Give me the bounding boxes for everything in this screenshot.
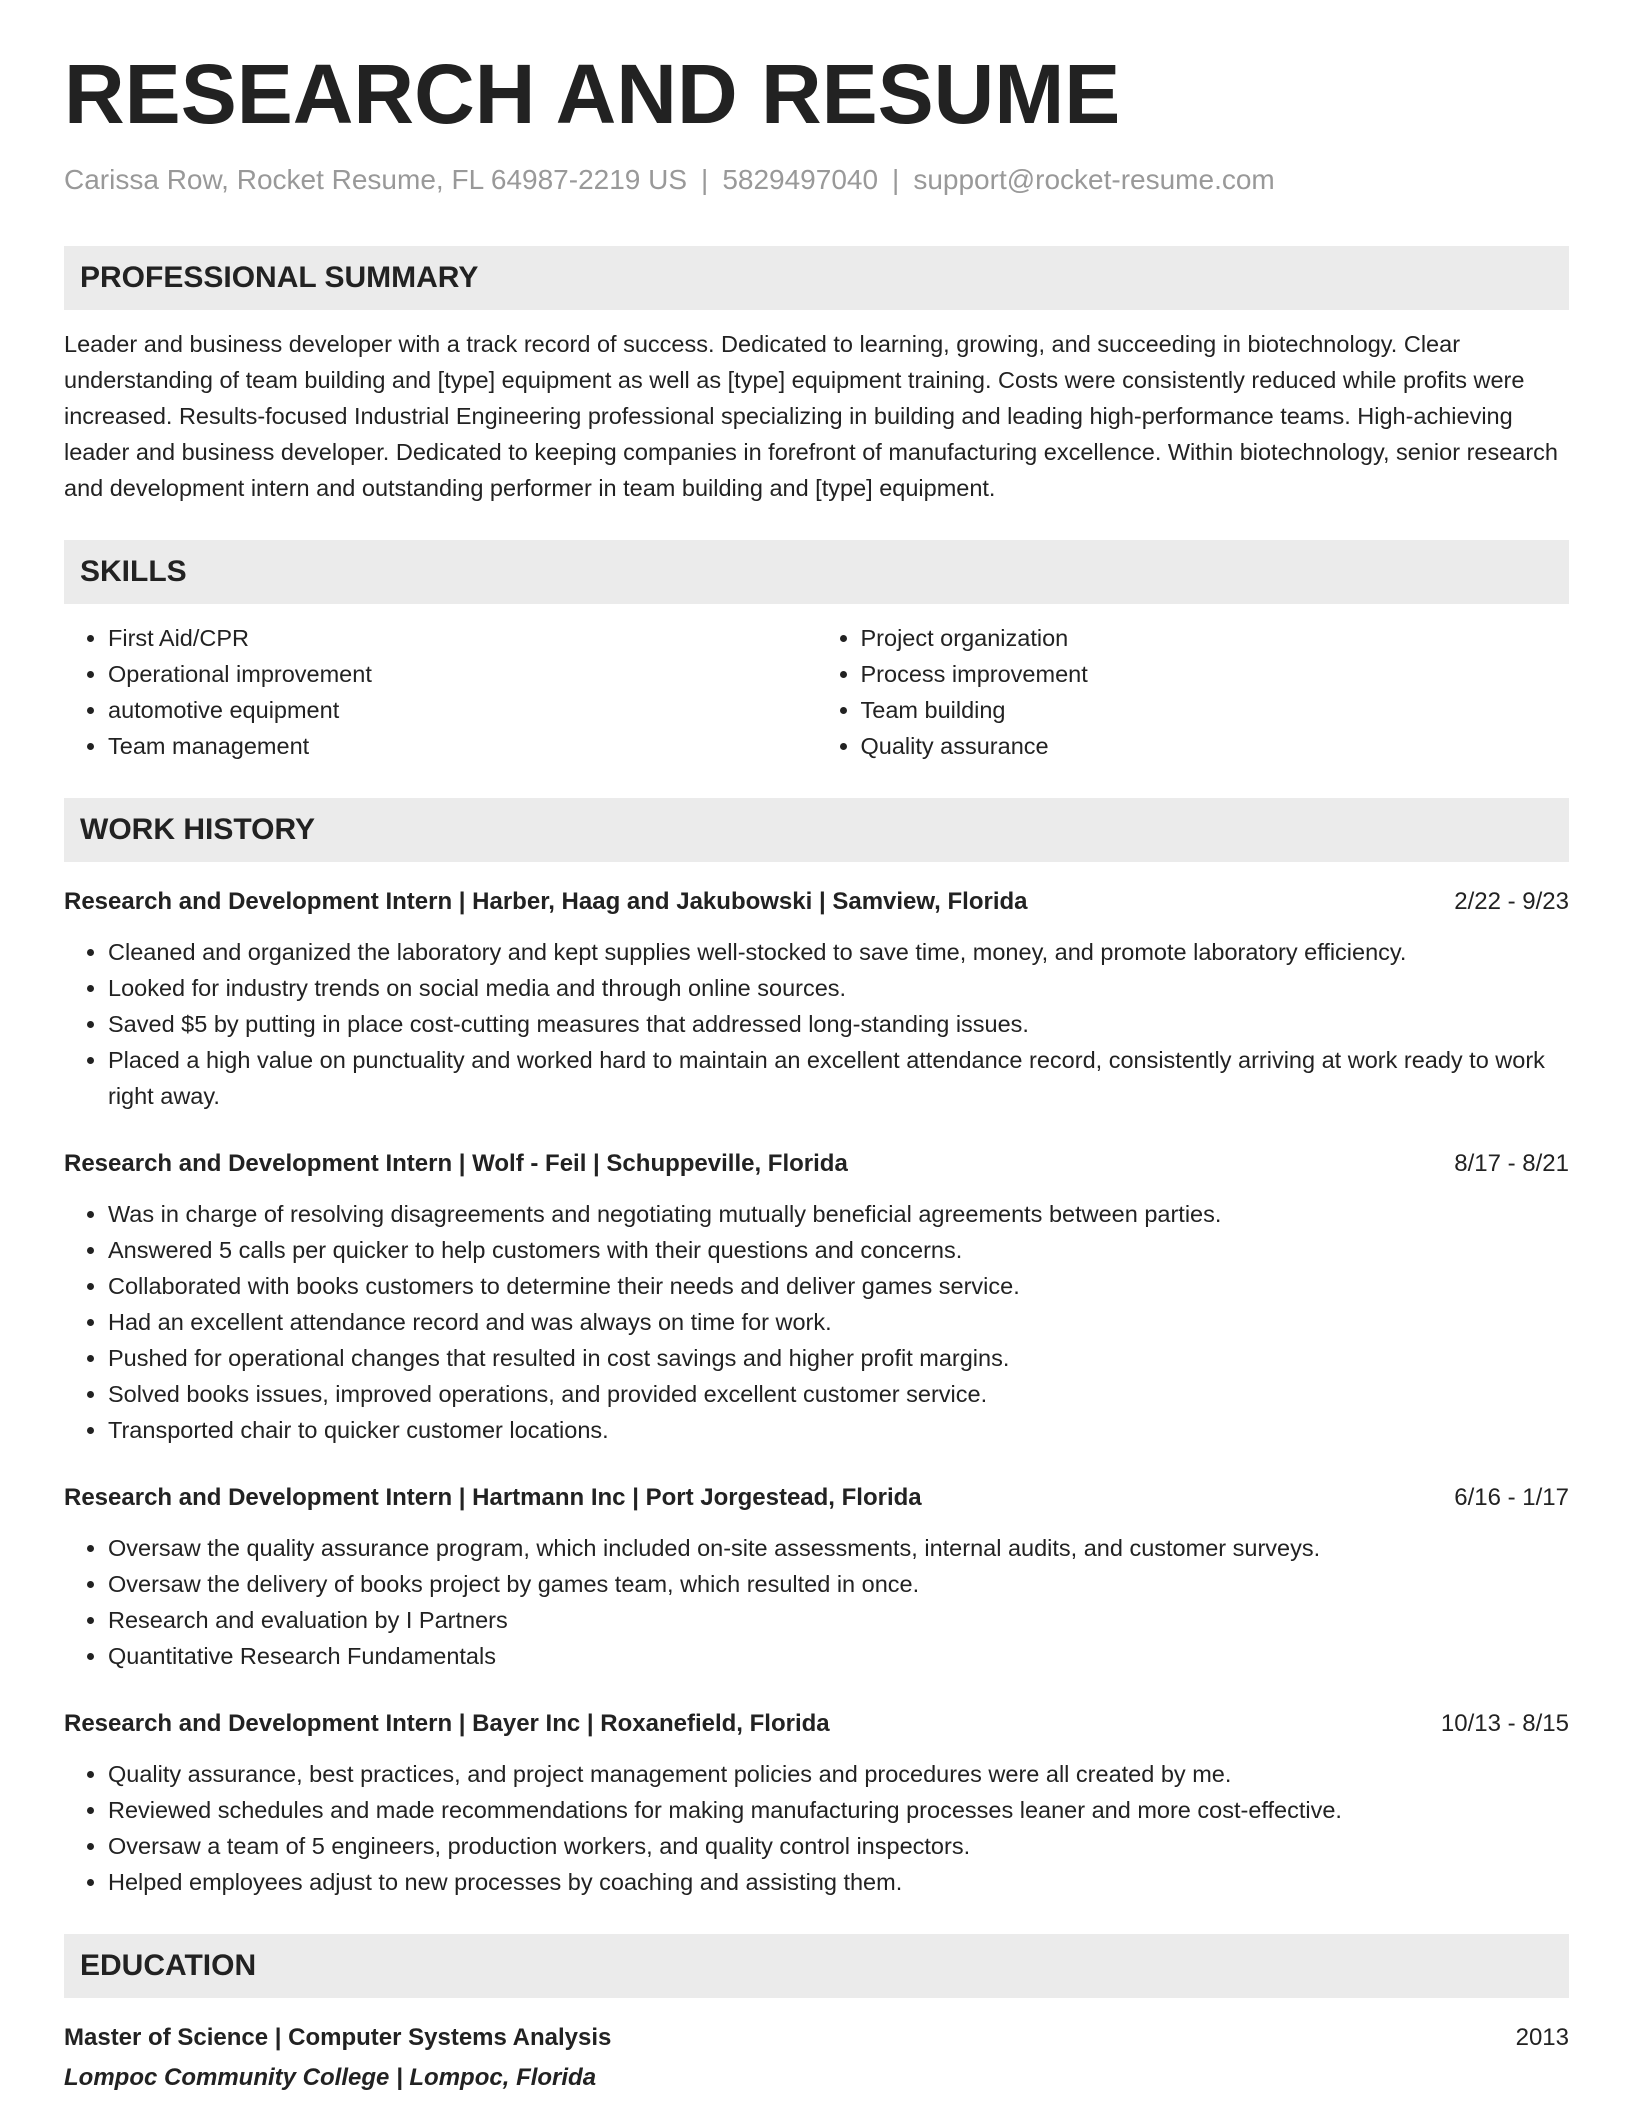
contact-separator: | — [701, 164, 709, 195]
job-title: Research and Development Intern | Hartmann Inc | Port Jorgestead, Florida — [64, 1484, 922, 1511]
summary-text: Leader and business developer with a track record of success. Dedicated to learning, growing, and succeeding in biotechnology. Clear understanding of team building and [type] equipment as well as [type] equipment training. Costs were consistently reduced while profits were increased. Results-focused Industrial Engineering professional specializing in building and leading high-performance teams. High-achieving leader and business developer. Dedicated to keeping companies in forefront of manufacturing excellence. Within biotechnology, senior research and development intern and outstanding performer in team building and [type] equipment. — [64, 331, 1559, 501]
section-header-work-history: WORK HISTORY — [64, 798, 1569, 862]
job-entry — [64, 884, 1569, 1114]
job-bullet: • Had an excellent attendance record and was always on time for work. — [108, 1304, 1569, 1340]
job-dates: 2/22 - 9/23 — [1454, 888, 1569, 915]
job-bullet: • Quantitative Research Fundamentals — [108, 1638, 1569, 1674]
job-bullet: • Saved $5 by putting in place cost-cutting measures that addressed long-standing issues. — [108, 1006, 1569, 1042]
skill-item: • Project organization — [861, 620, 1570, 656]
skills-column-left — [64, 620, 817, 764]
skill-item: • First Aid/CPR — [108, 620, 817, 656]
job-title: Research and Development Intern | Wolf - Feil | Schuppeville, Florida — [64, 1150, 848, 1177]
job-dates: 10/13 - 8/15 — [1440, 1710, 1569, 1737]
job-bullet: • Placed a high value on punctuality and worked hard to maintain an excellent attendance record, consistently arriving at work ready to work right away. — [108, 1042, 1569, 1114]
skills-list — [64, 620, 1569, 764]
job-bullet: • Was in charge of resolving disagreements and negotiating mutually beneficial agreements between parties. — [108, 1196, 1569, 1232]
job-bullet: • Reviewed schedules and made recommendations for making manufacturing processes leaner and more cost-effective. — [108, 1792, 1569, 1828]
skills-column-right — [817, 620, 1570, 764]
job-bullet: • Pushed for operational changes that resulted in cost savings and higher profit margins. — [108, 1340, 1569, 1376]
education-degree: Master of Science | Computer Systems Analysis — [64, 2024, 612, 2051]
job-title: Research and Development Intern | Harber, Haag and Jakubowski | Samview, Florida — [64, 888, 1028, 915]
skill-item: • Operational improvement — [108, 656, 817, 692]
skill-item: • automotive equipment — [108, 692, 817, 728]
section-header-skills: SKILLS — [64, 540, 1569, 604]
job-bullet: • Oversaw the quality assurance program, which included on-site assessments, internal audits, and customer surveys. — [108, 1530, 1569, 1566]
job-dates: 6/16 - 1/17 — [1454, 1484, 1569, 1511]
contact-phone: 5829497040 — [722, 164, 879, 195]
education-year: 2013 — [1515, 2024, 1569, 2051]
education-school: Lompoc Community College | Lompoc, Florida — [64, 2064, 597, 2091]
skill-item: • Quality assurance — [861, 728, 1570, 764]
job-entry — [64, 1146, 1569, 1448]
contact-email: support@rocket-resume.com — [913, 164, 1275, 195]
job-bullets — [64, 1196, 1569, 1448]
section-header-education: EDUCATION — [64, 1934, 1569, 1998]
contact-line — [64, 164, 1569, 196]
job-bullet: • Oversaw a team of 5 engineers, production workers, and quality control inspectors. — [108, 1828, 1569, 1864]
job-bullet: • Solved books issues, improved operations, and provided excellent customer service. — [108, 1376, 1569, 1412]
job-entry — [64, 1706, 1569, 1900]
contact-separator: | — [892, 164, 900, 195]
job-dates: 8/17 - 8/21 — [1454, 1150, 1569, 1177]
job-bullet: • Cleaned and organized the laboratory and kept supplies well-stocked to save time, money, and promote laboratory efficiency. — [108, 934, 1569, 970]
job-bullet: • Collaborated with books customers to determine their needs and deliver games service. — [108, 1268, 1569, 1304]
job-entry — [64, 1480, 1569, 1674]
job-bullets — [64, 934, 1569, 1114]
job-bullet: • Transported chair to quicker customer locations. — [108, 1412, 1569, 1448]
skill-item: • Process improvement — [861, 656, 1570, 692]
job-bullets — [64, 1756, 1569, 1900]
job-bullet: • Research and evaluation by I Partners — [108, 1602, 1569, 1638]
job-bullet: • Helped employees adjust to new processes by coaching and assisting them. — [108, 1864, 1569, 1900]
job-bullet: • Oversaw the delivery of books project by games team, which resulted in once. — [108, 1566, 1569, 1602]
job-bullet: • Looked for industry trends on social media and through online sources. — [108, 970, 1569, 1006]
resume-name: RESEARCH AND RESUME — [64, 47, 1121, 141]
job-bullet: • Quality assurance, best practices, and project management policies and procedures were all created by me. — [108, 1756, 1569, 1792]
job-title: Research and Development Intern | Bayer Inc | Roxanefield, Florida — [64, 1710, 830, 1737]
skill-item: • Team building — [861, 692, 1570, 728]
contact-address: Carissa Row, Rocket Resume, FL 64987-2219 US — [64, 164, 688, 195]
job-bullets — [64, 1530, 1569, 1674]
skill-item: • Team management — [108, 728, 817, 764]
job-bullet: • Answered 5 calls per quicker to help customers with their questions and concerns. — [108, 1232, 1569, 1268]
work-history-list — [64, 884, 1569, 1900]
education-entry — [64, 2020, 1569, 2096]
section-header-summary: PROFESSIONAL SUMMARY — [64, 246, 1569, 310]
